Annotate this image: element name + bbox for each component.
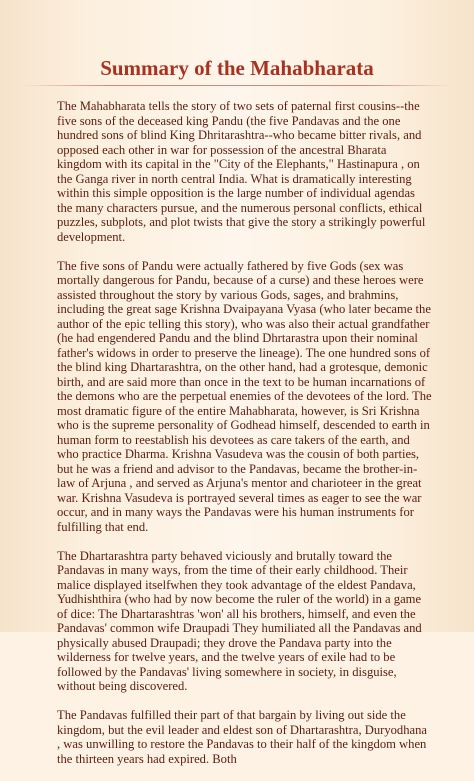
paragraph-3: The Dhartarashtra party behaved viciously and brutally toward the Pandavas in many ways, from the time of their early childhood. Their malice displayed itselfwhen they took advantage of the eldest Pandava, Yudhishthira (who had by now become the ruler of the world) in a game of dice: The Dhartarashtras 'won' all his brothers, himself, and even the Pandavas' common wife Draupadi They humiliated all the Pandavas and physically abused Draupadi; they drove the Pandava party into the wilderness for twelve years, and the twelve years of exile had to be followed by the Pandavas' living somewhere in society, in disguise, without being discovered. [57,548,422,693]
paragraph-4: The Pandavas fulfilled their part of that bargain by living out side the kingdom, but the evil leader and eldest son of Dhartarashtra, Duryodhana , was unwilling to restore the Pandavas to their half of the kingdom when the thirteen years had expired. Both [57,708,428,766]
title-divider [22,85,452,86]
paragraph-1: The Mahabharata tells the story of two sets of paternal first cousins--the five sons of the deceased king Pandu (the five Pandavas and the one hundred sons of blind King Dhritarashtra--who became bitter rivals, and opposed each other in war for possession of the ancestral Bharata kingdom with its capital in the "City of the Elephants," Hastinapura , on the Ganga river in north central India. What is dramatically interesting within this simple opposition is the large number of individual agendas the many characters pursue, and the numerous personal conflicts, ethical puzzles, subplots, and plot twists that give the story a strikingly powerful development. [57,99,426,244]
paragraph-2: The five sons of Pandu were actually fathered by five Gods (sex was mortally dangerous for Pandu, because of a curse) and these heroes were assisted throughout the story by various Gods, sages, and brahmins, including the great sage Krishna Dvaipayana Vyasa (who later became the author of the epic telling this story), who was also their actual grandfather (he had engendered Pandu and the blind Dhrtarastra upon their nominal father's widows in order to preserve the lineage). The one hundred sons of the blind king Dhartarashtra, on the other hand, had a grotesque, demonic birth, and are said more than once in the text to be human incarnations of the demons who are the perpetual enemies of the devotees of the lord. The most dramatic figure of the entire Mahabharata, however, is Sri Krishna who is the supreme personality of Godhead himself, descended to earth in human form to reestablish his devotees as care takers of the earth, and who practice Dharma. Krishna Vasudeva was the cousin of both parties, but he was a friend and advisor to the Pandavas, became the brother-in-law of Arjuna , and served as Arjuna's mentor and charioteer in the great war. Krishna Vasudeva is portrayed several times as eager to see the war occur, and in many ways the Pandavas were his human instruments for fulfilling that end. [57,258,432,534]
document-title: Summary of the Mahabharata [100,56,374,80]
document-body [57,99,432,781]
